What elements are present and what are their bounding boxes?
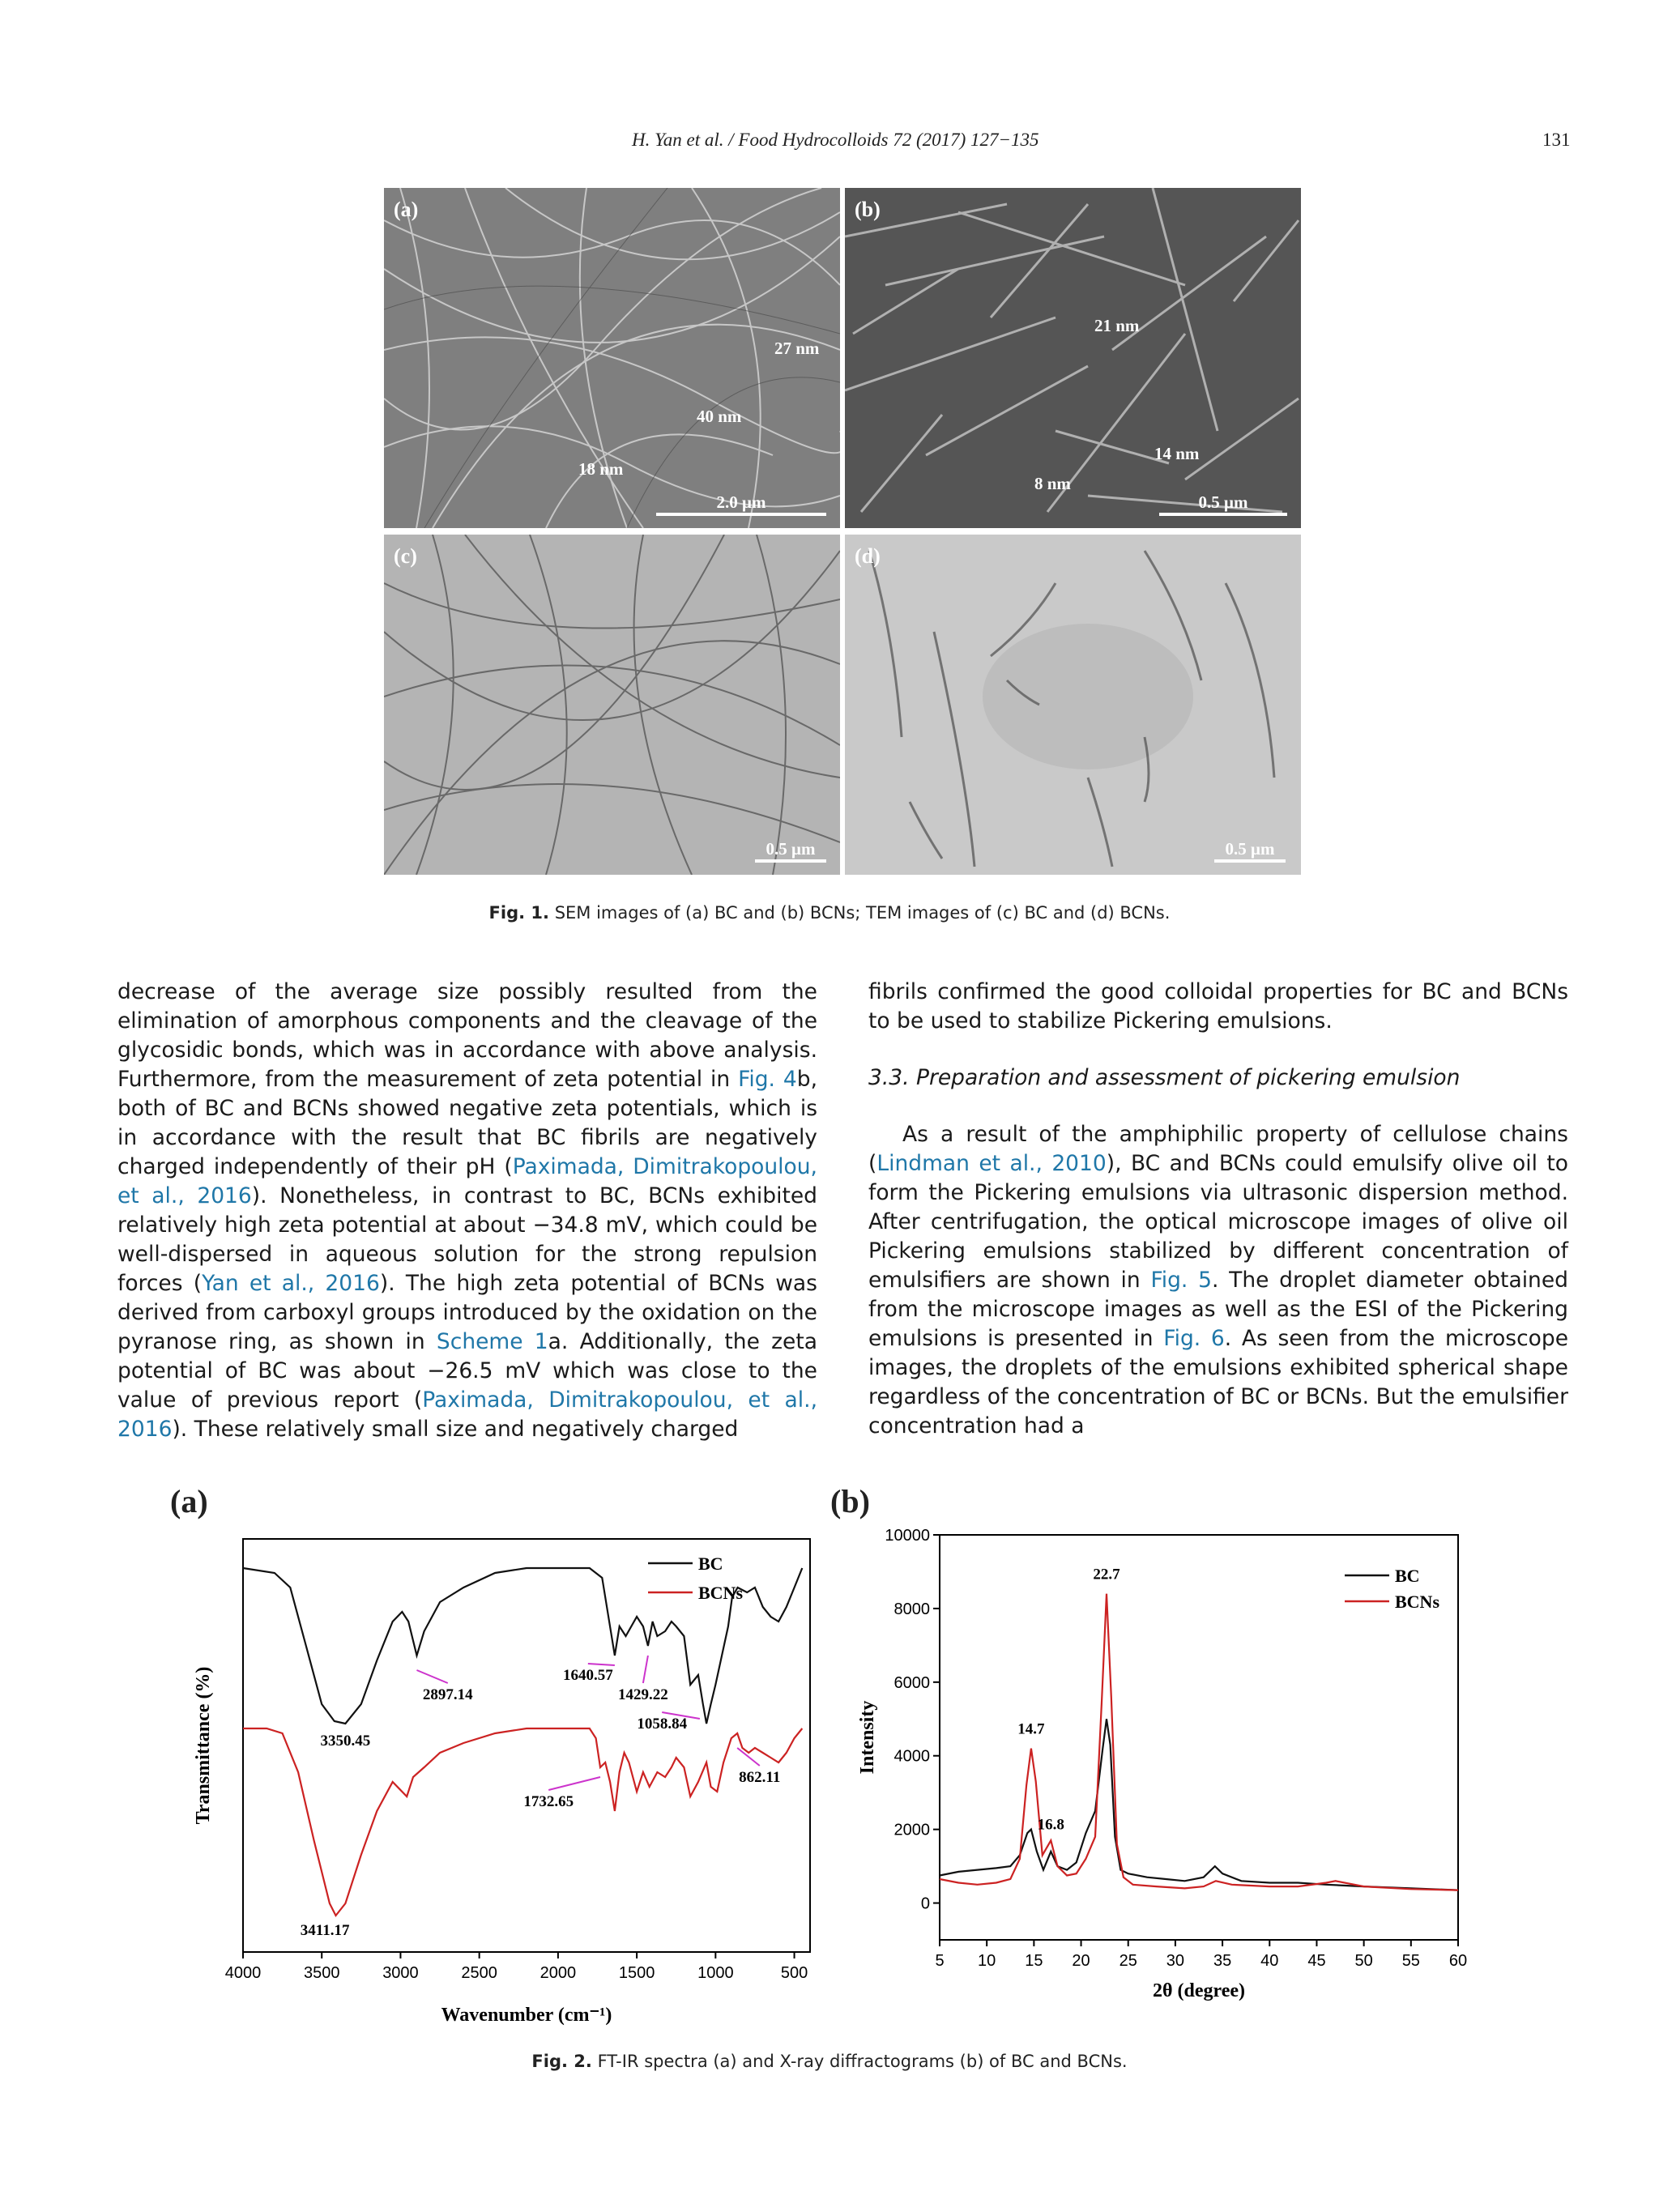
right-column [868,978,1568,1441]
paragraph [117,978,817,1444]
scale-bar-label: 0.5 μm [1198,492,1248,512]
scale-bar-d [1214,839,1286,863]
annotation-27nm: 27 nm [774,339,820,358]
ref-link[interactable]: Fig. 5 [1150,1268,1212,1293]
y-axis-label: Intensity [857,1700,878,1775]
scale-bar-a [656,492,826,516]
fig1-panel-b [845,188,1301,528]
ref-link[interactable]: Fig. 6 [1163,1326,1225,1351]
x-tick-label: 5 [935,1952,945,1970]
x-tick-label: 40 [1260,1952,1279,1970]
y-axis-label: Transmittance (%) [193,1666,214,1825]
panel-label-c: (c) [394,544,417,568]
scale-bar-label: 0.5 μm [1225,839,1275,859]
peak-label: 1058.84 [637,1715,688,1733]
legend-label-bcns: BCNs [1395,1592,1440,1612]
annotation-40nm: 40 nm [697,407,742,426]
text: ). These relatively small size and negatively charged [172,1417,739,1442]
sem-image-bcns [845,188,1301,528]
text: . As seen from the microscope images, the droplets of the emulsions exhibited spherical shape regardless of the concentration of BC or BCNs. But the emulsifier concentration had a [868,1326,1568,1438]
x-tick-label: 2500 [461,1964,497,1982]
peak-label: 862.11 [739,1769,781,1786]
panel-label-d: (d) [855,544,881,568]
text: a. Additionally, the zeta potential of BC was about −26.5 mV which was close to the value of previous report ( [117,1329,817,1413]
text: ), BC and BCNs could emulsify olive oil to form the Pickering emulsions via ultrasonic dispersion method. After centrifugation, the optical microscope images of olive oil Pickering emulsions stabilized by different concentration of emulsifiers are shown in [868,1151,1568,1293]
tem-image-bc [384,535,840,875]
x-tick-label: 500 [780,1964,808,1982]
x-tick-label: 3000 [382,1964,419,1982]
ref-link[interactable]: Lindman et al., 2010 [876,1151,1107,1176]
peak-label: 3350.45 [320,1733,371,1750]
text: b, both of BC and BCNs showed negative zeta potentials, which is in accordance with the result that BC fibrils are negatively charged independently of their pH ( [117,1067,817,1179]
ref-link[interactable]: Paximada, Dimitrakopoulou, et al., 2016 [117,1387,817,1442]
ref-link[interactable]: Fig. 4 [738,1067,797,1092]
fig1-panel-a [384,188,840,528]
y-tick-label: 2000 [893,1821,930,1839]
x-tick-label: 4000 [224,1964,262,1982]
x-tick-label: 15 [1025,1952,1043,1970]
peak-label: 16.8 [1037,1816,1064,1834]
y-tick-label: 6000 [893,1673,930,1692]
legend-label-bc: BC [698,1554,723,1574]
x-axis-label: 2θ (degree) [1152,1980,1246,2001]
peak-label: 22.7 [1093,1566,1120,1583]
fig1-panel-d [845,535,1301,875]
peak-label: 14.7 [1017,1720,1045,1738]
scale-bar-label: 2.0 μm [716,492,766,512]
legend-label-bcns: BCNs [698,1583,744,1603]
fig2-panel-label-a: (a) [170,1483,208,1519]
peak-arrow [416,1670,447,1683]
x-tick-label: 50 [1354,1952,1373,1970]
scale-bar-c [755,839,826,863]
peak-label: 1732.65 [523,1793,574,1810]
x-tick-label: 2000 [539,1964,577,1982]
annotation-14nm: 14 nm [1154,444,1200,463]
ref-link[interactable]: Paximada, Dimitrakopoulou, et al., 2016 [117,1154,817,1208]
legend-label-bc: BC [1395,1566,1420,1586]
y-tick-label: 4000 [893,1747,930,1766]
left-column [117,978,817,1444]
annotation-18nm: 18 nm [578,459,624,479]
xrd-chart [834,1523,1531,2025]
text: As a result of the amphiphilic property of cellulose chains ( [868,1122,1568,1176]
text: . The droplet diameter obtained from the microscope images as well as the ESI of the Pickering emulsions is presented in [868,1268,1568,1351]
fig2-panel-label-b: (b) [830,1483,870,1519]
fig2-caption-label: Fig. 2. [531,2052,592,2071]
peak-label: 1429.22 [618,1686,668,1703]
paragraph: fibrils confirmed the good colloidal properties for BC and BCNs to be used to stabilize Pickering emulsions. [868,979,1568,1034]
fig1-caption-label: Fig. 1. [488,903,550,923]
x-tick-label: 45 [1307,1952,1326,1970]
scale-bar-b [1159,492,1287,516]
x-axis-label: Wavenumber (cm⁻¹) [441,2005,612,2026]
annotation-21nm: 21 nm [1094,316,1140,335]
panel-label-b: (b) [855,198,881,221]
x-tick-label: 55 [1401,1952,1420,1970]
y-tick-label: 0 [920,1894,930,1913]
x-tick-label: 10 [978,1952,996,1970]
fig2-caption-text: FT-IR spectra (a) and X-ray diffractograms (b) of BC and BCNs. [591,2052,1128,2071]
ref-link[interactable]: Scheme 1 [436,1329,548,1354]
peak-arrow [548,1777,600,1790]
page-number: 131 [1542,130,1571,150]
y-tick-label: 10000 [885,1527,930,1545]
peak-label: 2897.14 [422,1686,473,1703]
x-tick-label: 1500 [618,1964,655,1982]
text: ). The high zeta potential of BCNs was derived from carboxyl groups introduced by the oxidation on the pyranose ring, as shown in [117,1271,817,1354]
scale-bar-label: 0.5 μm [766,839,816,859]
series-line-bcns [243,1728,802,1916]
fig1-panel-c [384,535,840,875]
x-tick-label: 30 [1166,1952,1185,1970]
ref-link[interactable]: Yan et al., 2016 [202,1271,380,1296]
x-tick-label: 60 [1448,1952,1468,1970]
ftir-chart [178,1523,826,2041]
x-tick-label: 1000 [697,1964,734,1982]
peak-arrow [643,1656,648,1683]
running-title: H. Yan et al. / Food Hydrocolloids 72 (2017) 127−135 [632,130,1039,150]
peak-arrow [588,1664,615,1665]
y-tick-label: 8000 [893,1600,930,1618]
x-tick-label: 20 [1072,1952,1090,1970]
annotation-8nm: 8 nm [1034,474,1071,493]
text: ). Nonetheless, in contrast to BC, BCNs exhibited relatively high zeta potential at about −34.8 mV, which could be well-dispersed in aqueous solution for the strong repulsion forces ( [117,1183,817,1296]
paragraph [868,1120,1568,1441]
fig2-caption [0,2052,1659,2071]
tem-image-bcns [845,535,1301,875]
x-tick-label: 3500 [303,1964,340,1982]
text: decrease of the average size possibly resulted from the elimination of amorphous components and the cleavage of the glycosidic bonds, which was in accordance with above analysis. Furthermore, from the measurement of zeta potential in [117,979,817,1092]
section-heading: 3.3. Preparation and assessment of pickering emulsion [868,1065,1461,1090]
panel-label-a: (a) [394,198,419,221]
fig1-caption-text: SEM images of (a) BC and (b) BCNs; TEM images of (c) BC and (d) BCNs. [549,903,1171,923]
peak-arrow [737,1748,760,1766]
x-tick-label: 25 [1119,1952,1137,1970]
peak-label: 1640.57 [562,1667,613,1684]
x-tick-label: 35 [1213,1952,1232,1970]
series-line-bcns [940,1594,1458,1890]
peak-label: 3411.17 [300,1922,350,1939]
fig1-caption [0,903,1659,923]
